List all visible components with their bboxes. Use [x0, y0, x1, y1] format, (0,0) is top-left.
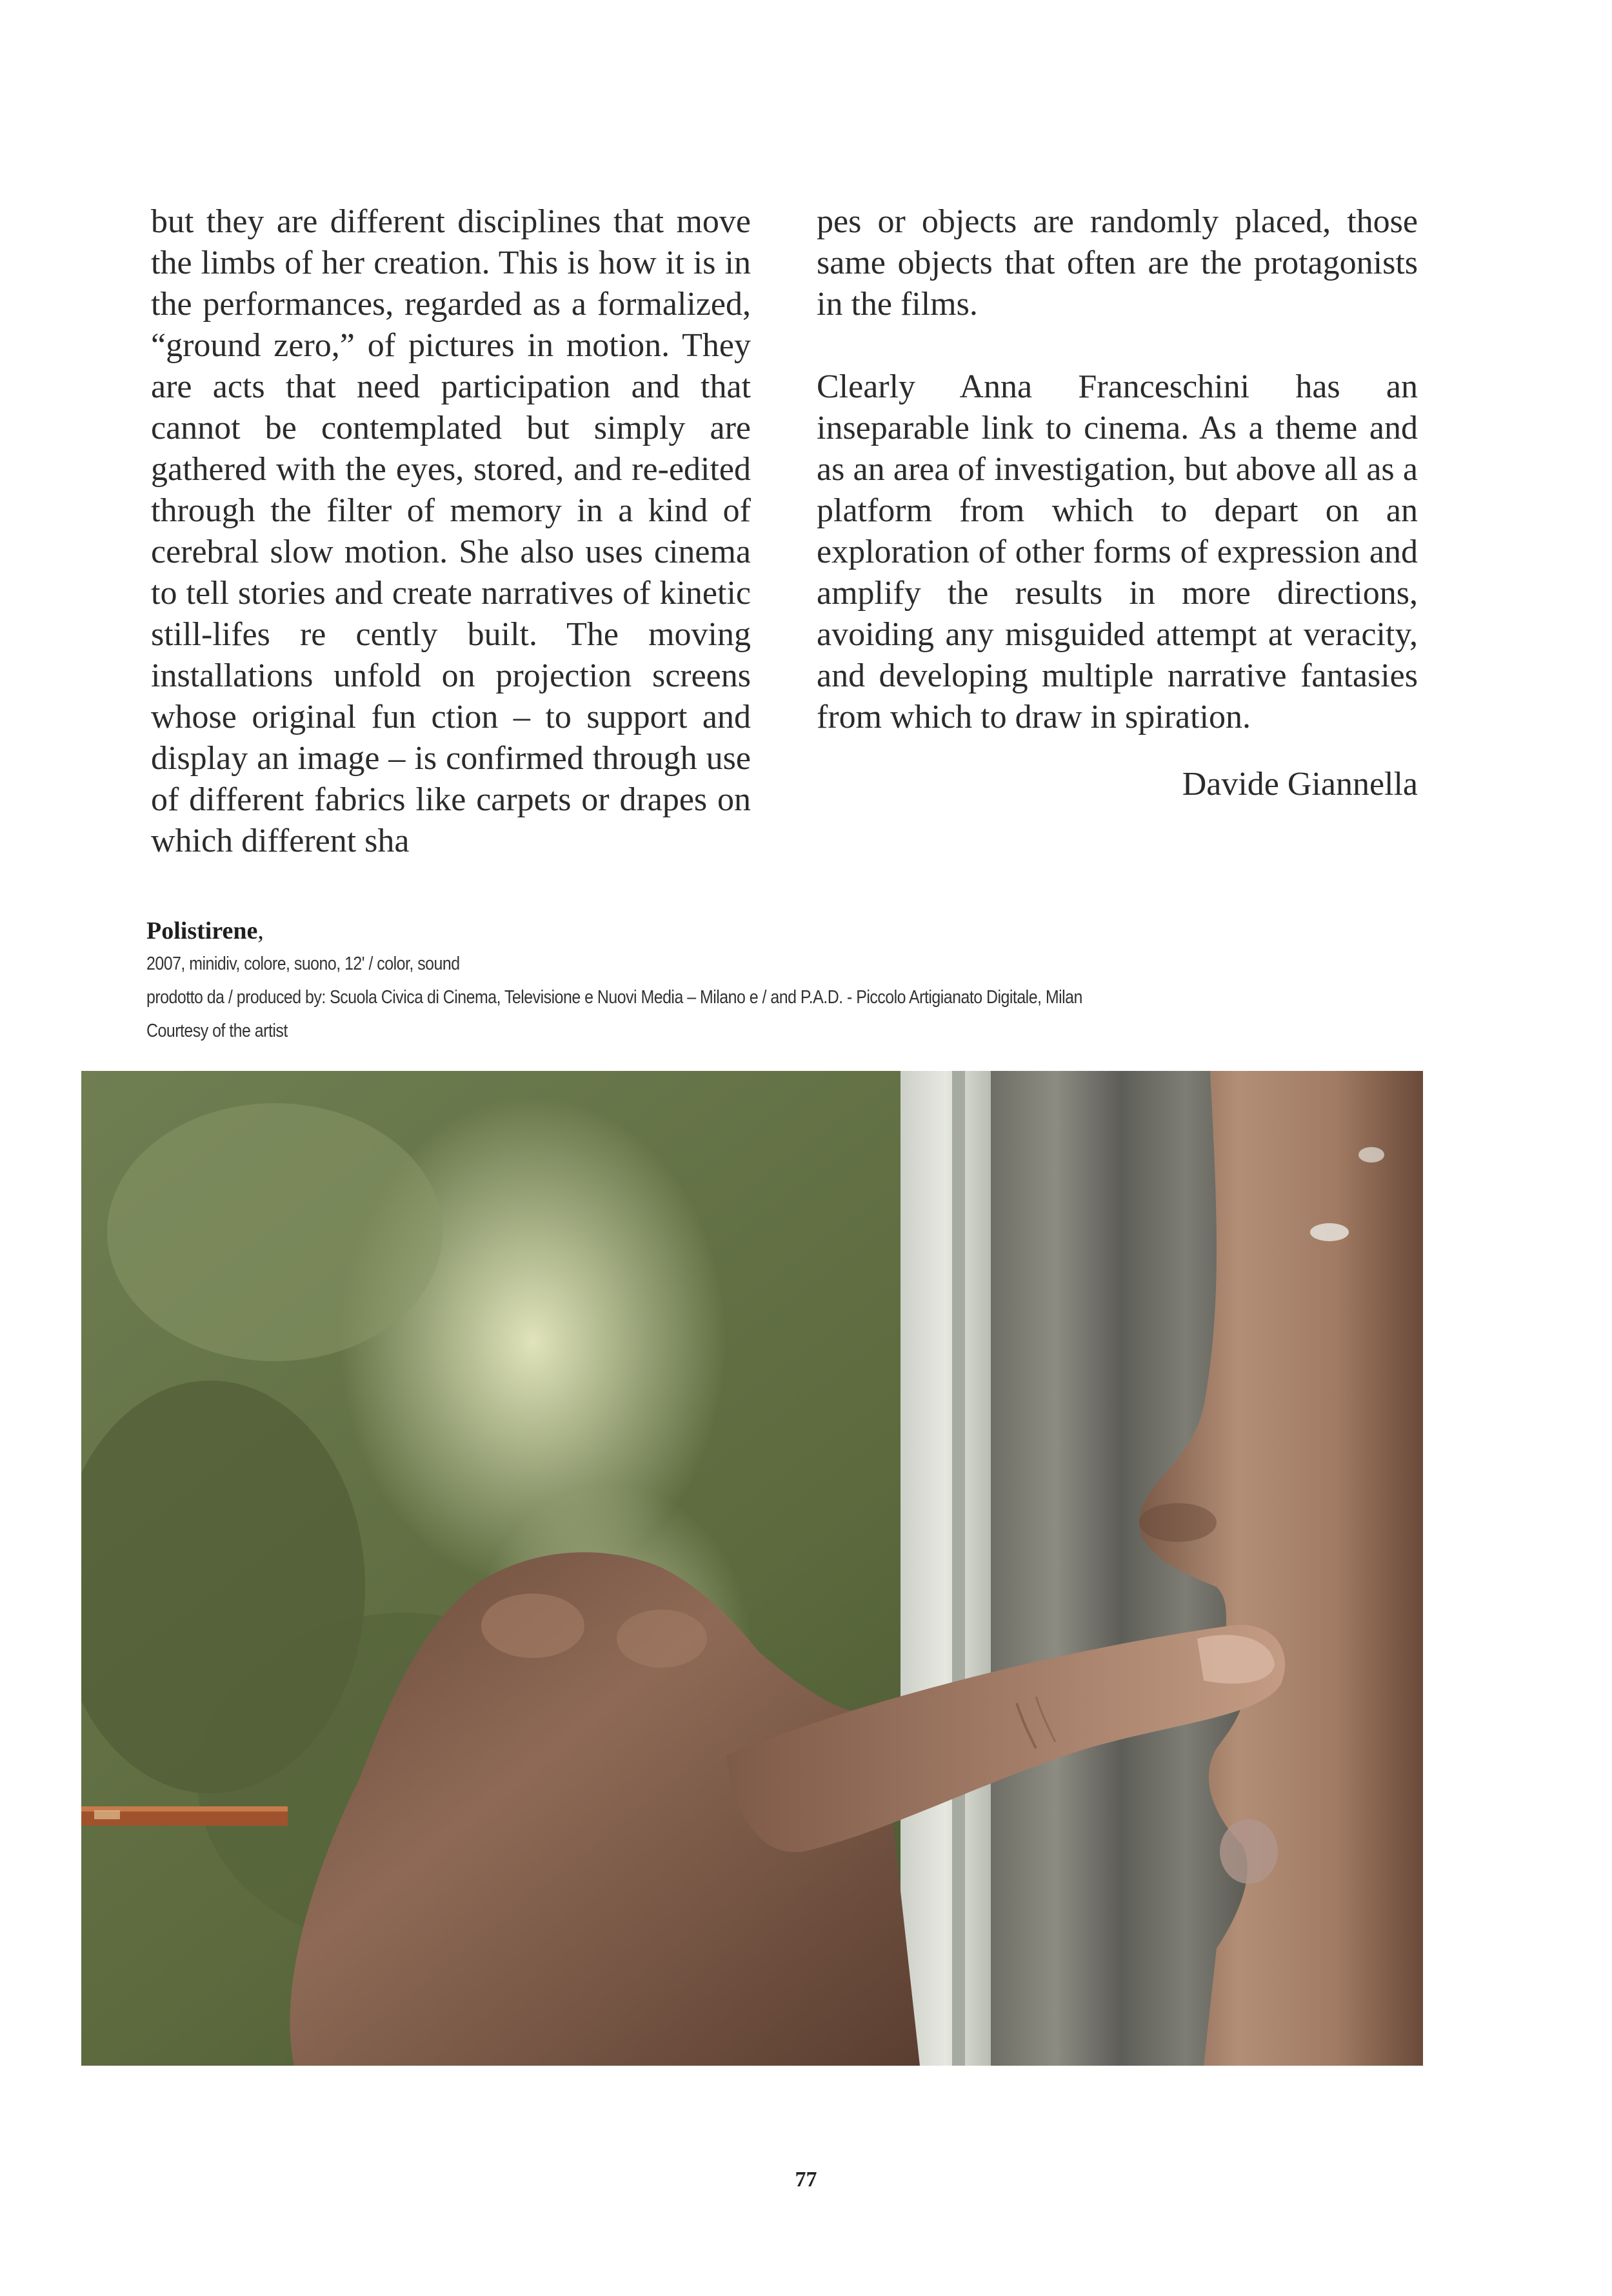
work-title: Polistirene — [146, 917, 258, 944]
text-line: in more directions, avoiding any misguided — [817, 575, 1418, 653]
text-line: confirmed through use of different fabrics — [151, 740, 751, 818]
caption-title-line — [146, 915, 1437, 947]
text-line: “ground zero,” of pictures in motion. They are — [151, 327, 751, 405]
caption-courtesy: Courtesy of the artist — [146, 1021, 288, 1041]
figure-caption — [146, 915, 1437, 1048]
right-paragraph-2 — [817, 366, 1418, 738]
text-line: in the films. — [817, 286, 978, 323]
text-line: ction – to support and display an image – is — [151, 699, 751, 777]
title-comma: , — [257, 917, 264, 944]
text-line: the eyes, stored, and re-edited through the — [151, 451, 751, 529]
film-still-illustration — [81, 1071, 1423, 2066]
text-line: forms of expression and amplify the results — [817, 534, 1418, 612]
caption-details: 2007, minidiv, colore, suono, 12' / color, sound — [146, 953, 460, 974]
text-line: filter of memory in a kind of cerebral slow — [151, 492, 751, 570]
page-number: 77 — [795, 2168, 817, 2191]
text-line: and create narratives of kinetic still-lifes re — [151, 575, 751, 653]
text-line: cently built. The moving installations unfold — [151, 616, 751, 694]
text-line: the limbs of her creation. This is how it is in — [151, 245, 751, 281]
text-line: the performances, regarded as a formalized, — [151, 286, 751, 323]
text-line: link to cinema. As a theme and as an area of — [817, 410, 1418, 488]
text-line: narrative fantasies from which to draw in — [817, 657, 1418, 735]
text-line: like carpets or drapes on which different sha — [151, 781, 751, 859]
text-line: motion. She also uses cinema to tell stories — [151, 534, 751, 612]
text-line: Clearly Anna Franceschini has an inseparable — [817, 368, 1418, 446]
text-line: which to depart on an exploration of other — [817, 492, 1418, 570]
text-line: attempt at veracity, and developing multiple — [817, 616, 1418, 694]
film-still-photo — [81, 1071, 1423, 2066]
text-line: same objects that often are the protagonists — [817, 245, 1418, 281]
right-text-column — [817, 201, 1418, 846]
text-line: on projection screens whose original fun — [151, 657, 751, 735]
author-signature: Davide Giannella — [1182, 766, 1418, 803]
text-line: spiration. — [1125, 699, 1251, 735]
caption-production: prodotto da / produced by: Scuola Civica di Cinema, Televisione e Nuovi Media – Milano e / and P.A.D. - Piccolo Artigianato Digitale, Milan — [146, 987, 1082, 1008]
text-line: but they are different disciplines that move — [151, 203, 751, 240]
text-line: acts that need participation and that cannot — [151, 368, 751, 446]
text-line: investigation, but above all as a platform from — [817, 451, 1418, 529]
right-paragraph-1 — [817, 201, 1418, 325]
left-text-column — [151, 201, 751, 903]
left-paragraph — [151, 201, 751, 862]
text-line: be contemplated but simply are gathered with — [151, 410, 751, 488]
text-line: pes or objects are randomly placed, those — [817, 203, 1418, 240]
